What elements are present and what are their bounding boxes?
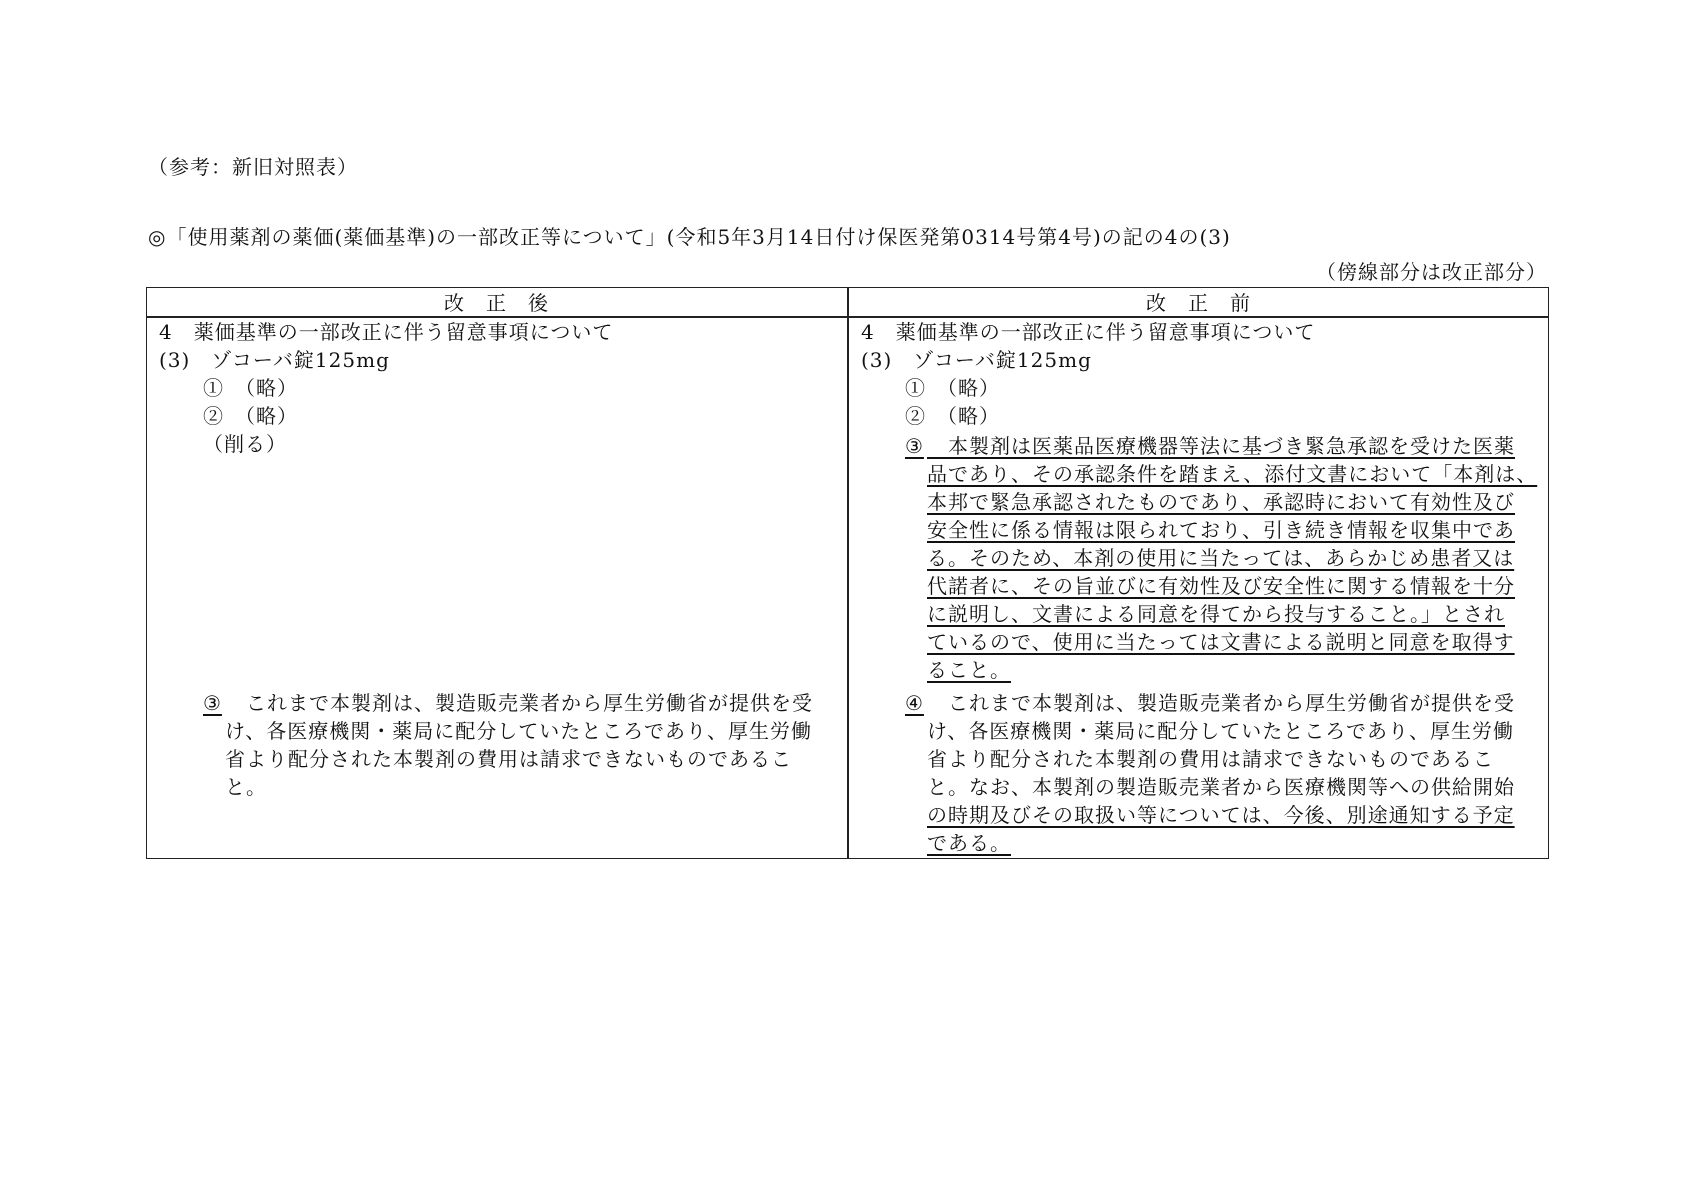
before-sub3-line: 本邦で緊急承認されたものであり、承認時において有効性及び (927, 490, 1515, 514)
before-sub4-line: け、各医療機関・薬局に配分していたところであり、厚生労働 (927, 719, 1514, 743)
document-title: ◎「使用薬剤の薬価(薬価基準)の一部改正等について」(令和5年3月14日付け保医発第0314号第4号)の記の4の(3) (148, 225, 1231, 249)
before-sub2: ② （略） (905, 404, 1000, 428)
before-sub3-line: 品であり、その承認条件を踏まえ、添付文書において「本剤は、 (927, 462, 1538, 486)
after-item-heading: (3) ゾコーバ錠125mg (159, 348, 390, 372)
underline-note: （傍線部分は改正部分） (1316, 260, 1547, 284)
before-sub4-number: ④ (905, 691, 924, 715)
before-sub3-number: ③ (905, 434, 924, 458)
after-section-heading: 4 薬価基準の一部改正に伴う留意事項について (159, 320, 614, 344)
before-sub3-line: ているので、使用に当たっては文書による説明と同意を取得す (927, 630, 1515, 654)
before-sub3-line: 本製剤は医薬品医療機器等法に基づき緊急承認を受けた医薬 (927, 434, 1515, 458)
after-sub2: ② （略） (203, 404, 298, 428)
after-sub3-line: これまで本製剤は、製造販売業者から厚生労働省が提供を受 (225, 691, 813, 715)
header-after-revision: 改 正 後 (444, 291, 549, 315)
before-sub4-line: 省より配分された本製剤の費用は請求できないものであるこ (927, 747, 1494, 771)
before-sub3-line: る。そのため、本剤の使用に当たっては、あらかじめ患者又は (927, 546, 1515, 570)
reference-heading: （参考：新旧対照表） (148, 155, 358, 179)
after-sub3-line: 省より配分された本製剤の費用は請求できないものであるこ (225, 747, 792, 771)
before-sub4-line: と。なお、本製剤の製造販売業者から医療機関等への供給開始 (927, 775, 1515, 799)
column-divider (847, 287, 849, 859)
after-deleted-marker: （削る） (203, 432, 287, 456)
after-sub3-line: け、各医療機関・薬局に配分していたところであり、厚生労働 (225, 719, 812, 743)
before-sub3-line: 代諾者に、その旨並びに有効性及び安全性に関する情報を十分 (927, 574, 1515, 598)
before-sub4-line: これまで本製剤は、製造販売業者から厚生労働省が提供を受 (927, 691, 1515, 715)
before-sub4-line: である。 (927, 831, 1011, 855)
before-sub4-line: の時期及びその取扱い等については、今後、別途通知する予定 (927, 803, 1515, 827)
after-sub3-line: と。 (225, 775, 267, 799)
before-sub3-line: 安全性に係る情報は限られており、引き続き情報を収集中であ (927, 518, 1515, 542)
after-sub1: ① （略） (203, 376, 298, 400)
before-sub3-line: に説明し、文書による同意を得てから投与すること。」とされ (927, 602, 1505, 626)
before-section-heading: 4 薬価基準の一部改正に伴う留意事項について (861, 320, 1316, 344)
after-sub3-number: ③ (203, 691, 222, 715)
before-sub3-line: ること。 (927, 658, 1011, 682)
before-item-heading: (3) ゾコーバ錠125mg (861, 348, 1092, 372)
header-before-revision: 改 正 前 (1146, 291, 1251, 315)
before-sub1: ① （略） (905, 376, 1000, 400)
